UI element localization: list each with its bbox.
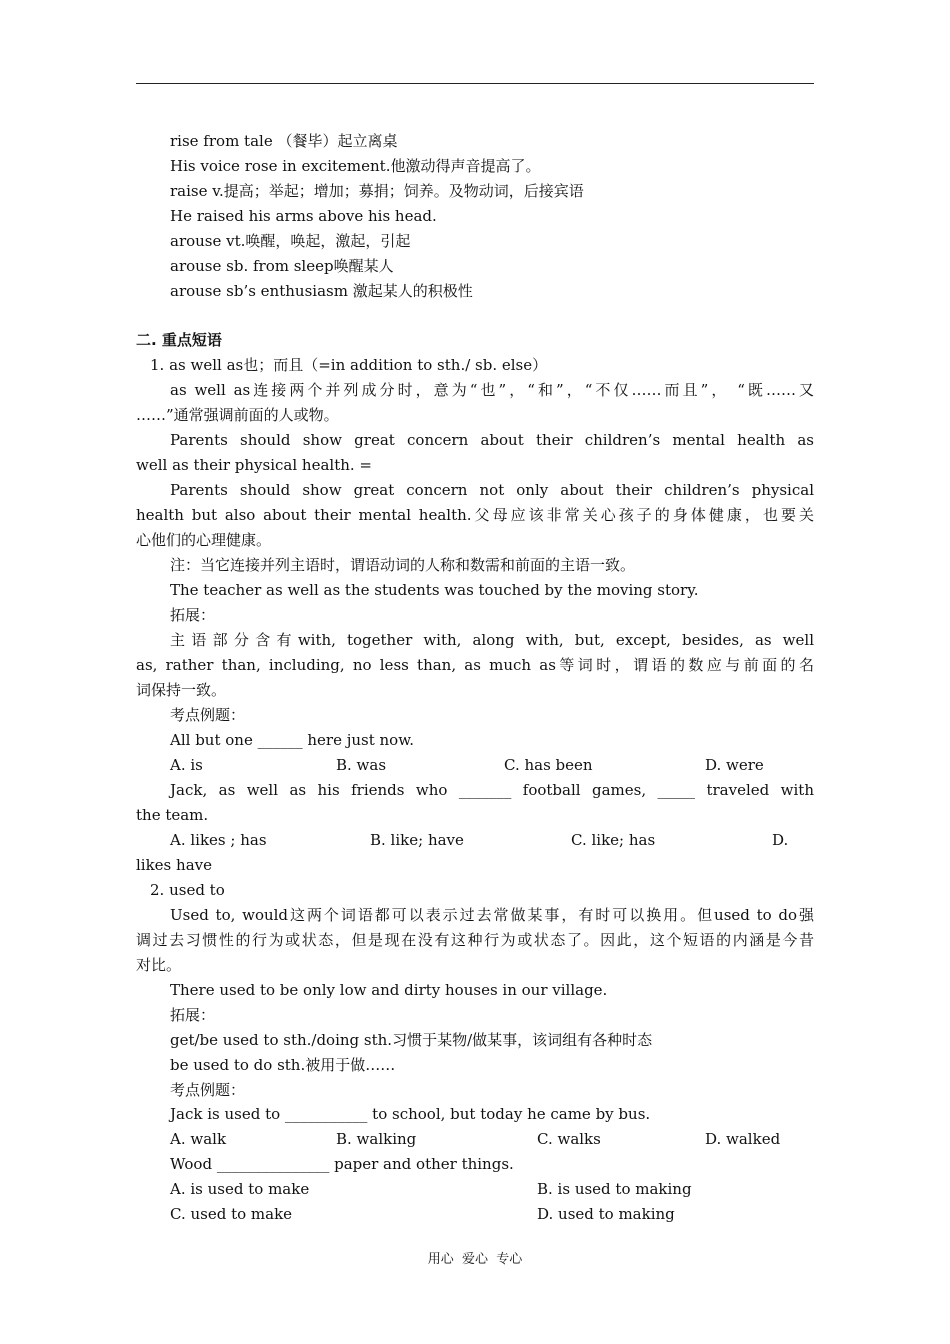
quiz-option: A. likes ; has (170, 831, 267, 849)
section-title: 二. 重点短语 (136, 331, 222, 349)
quiz-option: D. used to making (537, 1205, 675, 1223)
extension-line: be used to do sth.被用于做…… (170, 1056, 396, 1074)
vocab-line: rise from tale （餐毕）起立离桌 (170, 132, 398, 150)
vocab-line: raise v.提高；举起；增加；募捐；饲养。及物动词，后接宾语 (170, 182, 584, 200)
quiz-option: D. were (705, 756, 764, 774)
quiz-option: A. walk (170, 1130, 227, 1148)
vocab-line: arouse sb. from sleep唤醒某人 (170, 257, 394, 275)
explanation-line: 调过去习惯性的行为或状态，但是现在没有这种行为或状态了。因此，这个短语的内涵是今昔 (136, 931, 814, 949)
quiz-option: C. has been (504, 756, 593, 774)
phrase-title: 2. used to (150, 881, 225, 899)
vocab-line: arouse sb’s enthusiasm 激起某人的积极性 (170, 282, 473, 300)
extension-label: 拓展： (170, 606, 216, 624)
quiz-option: B. was (336, 756, 387, 774)
quiz-option: B. is used to making (537, 1180, 692, 1198)
quiz-question: Wood _______________ paper and other things. (170, 1155, 514, 1173)
quiz-question: the team. (136, 806, 209, 824)
quiz-option: D. walked (705, 1130, 781, 1148)
extension-label: 拓展： (170, 1006, 216, 1024)
note-line: 注：当它连接并列主语时，谓语动词的人称和数需和前面的主语一致。 (170, 556, 636, 574)
quiz-question: All but one ______ here just now. (170, 731, 415, 749)
quiz-option: C. used to make (170, 1205, 293, 1223)
example-line: Parents should show great concern not only about their children’s physical (170, 481, 814, 499)
extension-line: as, rather than, including, no less than, as much as等词时，谓语的数应与前面的名 (136, 656, 814, 674)
quiz-option: likes have (136, 856, 212, 874)
vocab-line: His voice rose in excitement.他激动得声音提高了。 (170, 157, 541, 175)
vocab-line: He raised his arms above his head. (170, 207, 437, 225)
example-line: well as their physical health. = (136, 456, 373, 474)
quiz-option: A. is (170, 756, 203, 774)
quiz-label: 考点例题： (170, 706, 246, 724)
explanation-line: as well as连接两个并列成分时，意为“也”，“和”，“不仅……而且”， “既……又 (170, 381, 814, 399)
phrase-title: 1. as well as也；而且（=in addition to sth./ sb. else） (150, 356, 548, 374)
extension-line: 词保持一致。 (136, 681, 227, 699)
quiz-question: Jack is used to ___________ to school, but today he came by bus. (170, 1105, 651, 1123)
quiz-option: D. (772, 831, 789, 849)
explanation-line: ……”通常强调前面的人或物。 (136, 406, 339, 424)
example-line: The teacher as well as the students was touched by the moving story. (170, 581, 699, 599)
vocab-line: arouse vt.唤醒，唤起，激起，引起 (170, 232, 411, 250)
example-line: Parents should show great concern about their children’s mental health as (170, 431, 814, 449)
example-line: health but also about their mental health.父母应该非常关心孩子的身体健康，也要关 (136, 506, 814, 524)
example-line: There used to be only low and dirty houses in our village. (170, 981, 608, 999)
quiz-option: C. like; has (571, 831, 656, 849)
quiz-question: Jack, as well as his friends who _______ football games, _____ traveled with (170, 781, 814, 799)
explanation-line: Used to, would这两个词语都可以表示过去常做某事，有时可以换用。但used to do强 (170, 906, 814, 924)
header-rule (136, 83, 814, 84)
quiz-label: 考点例题： (170, 1081, 246, 1099)
quiz-option: A. is used to make (170, 1180, 310, 1198)
page-footer: 用心 爱心 专心 (427, 1252, 523, 1267)
example-line: 心他们的心理健康。 (136, 531, 272, 549)
quiz-option: C. walks (537, 1130, 601, 1148)
quiz-option: B. like; have (370, 831, 464, 849)
explanation-line: 对比。 (136, 956, 182, 974)
extension-line: get/be used to sth./doing sth.习惯于某物/做某事，该词组有各种时态 (170, 1031, 653, 1049)
extension-line: 主语部分含有with, together with, along with, but, except, besides, as well (170, 631, 814, 649)
quiz-option: B. walking (336, 1130, 417, 1148)
